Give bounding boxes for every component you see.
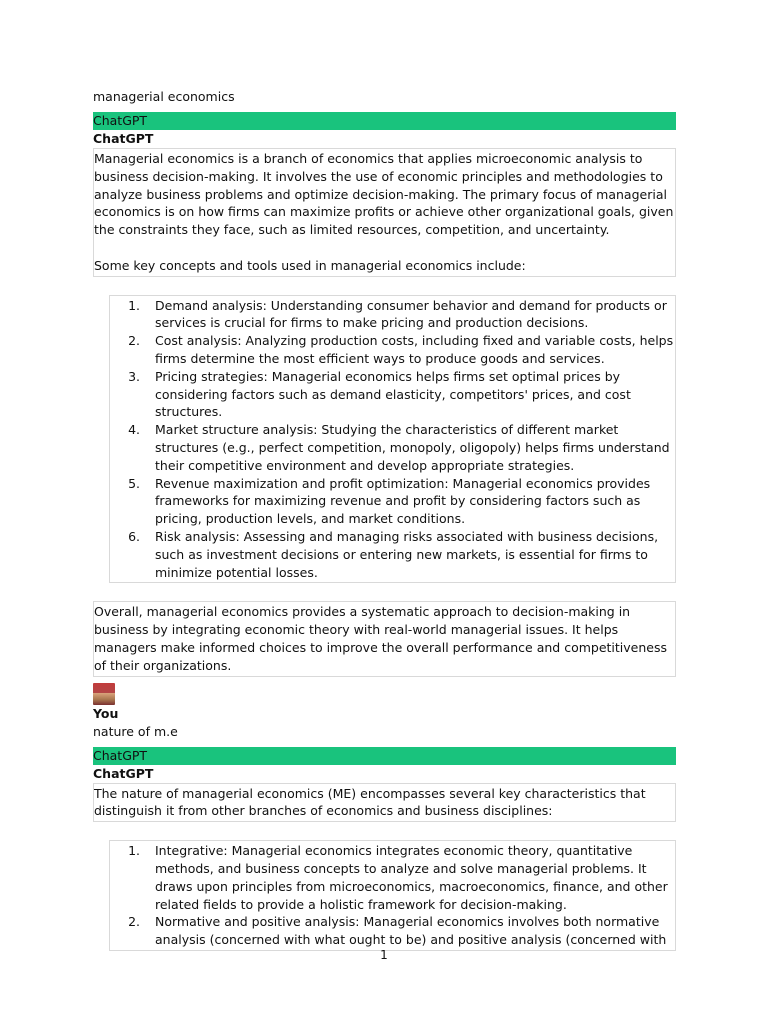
list-item-number: 5. xyxy=(128,475,140,491)
answer-1-intro: Managerial economics is a branch of economics that applies microeconomic analysis to business decision-making. It involves the use of economic principles and methodologies to analyze business problems and optimize decision-making. The primary focus of managerial economics is on how firms can maximize profits or achieve other organizational goals, given the constraints they face, such as limited resources, competition, and uncertainty. xyxy=(94,151,674,238)
list-item-text: Demand analysis: Understanding consumer behavior and demand for products or services is crucial for firms to make pricing and production decisions. xyxy=(155,297,667,331)
list-item-text: Pricing strategies: Managerial economics helps firms set optimal prices by considering factors such as demand elasticity, competitors' prices, and cost structures. xyxy=(155,368,631,420)
list-item-text: Risk analysis: Assessing and managing risks associated with business decisions, such as investment decisions or entering new markets, is essential for firms to minimize potential losses. xyxy=(155,528,659,580)
document-body xyxy=(93,88,676,951)
list-item-text: Market structure analysis: Studying the characteristics of different market structures (e.g., perfect competition, monopoly, oligopoly) helps firms understand their competitive environment and develop appropriate strategies. xyxy=(155,422,670,473)
answer-1-conclusion: Overall, managerial economics provides a systematic approach to decision-making in business by integrating economic theory with real-world managerial issues. It helps managers make informed choices to improve the overall performance and competitiveness of their organizations. xyxy=(94,604,667,673)
answer-2-intro-box xyxy=(93,783,676,823)
list-item xyxy=(110,913,675,949)
answer-2-intro: The nature of managerial economics (ME) encompasses several key characteristics that distinguish it from other branches of economics and business disciplines: xyxy=(94,785,646,819)
list-item xyxy=(110,842,675,913)
list-item-number: 6. xyxy=(128,528,140,544)
answer-1-intro-box xyxy=(93,148,676,277)
list-item xyxy=(110,421,675,474)
user-avatar xyxy=(93,683,115,705)
list-item xyxy=(110,297,675,333)
list-item-number: 1. xyxy=(128,297,140,313)
answer-2-list xyxy=(109,840,676,951)
answer-1-conclusion-box xyxy=(93,601,676,676)
list-item xyxy=(110,528,675,581)
list-item-number: 2. xyxy=(128,333,140,349)
speaker-label-ai-1: ChatGPT xyxy=(93,131,154,146)
list-item-number: 2. xyxy=(128,914,140,930)
chatgpt-header-bar-2: ChatGPT xyxy=(93,747,676,765)
list-item-text: Cost analysis: Analyzing production costs, including fixed and variable costs, helps firms determine the most efficient ways to produce goods and services. xyxy=(155,333,674,366)
list-item-text: Normative and positive analysis: Managerial economics involves both normative analysis (concerned with what ought to be) and positive analysis (concerned with xyxy=(155,914,667,948)
list-item-number: 4. xyxy=(128,422,140,438)
list-item-number: 1. xyxy=(128,843,140,859)
speaker-label-user: You xyxy=(93,705,119,721)
answer-1-lead: Some key concepts and tools used in managerial economics include: xyxy=(94,257,526,273)
list-item xyxy=(110,368,675,421)
page-number: 1 xyxy=(380,948,388,962)
user-prompt-1: managerial economics xyxy=(93,89,235,104)
user-prompt-2: nature of m.e xyxy=(93,723,178,739)
list-item xyxy=(110,475,675,528)
list-item-text: Integrative: Managerial economics integrates economic theory, quantitative methods, and business concepts to analyze and solve managerial problems. It draws upon principles from microeconomics, macroeconomics, finance, and other related fields to provide a holistic framework for decision-making. xyxy=(155,843,668,912)
answer-1-list xyxy=(109,295,676,584)
speaker-label-ai-2: ChatGPT xyxy=(93,765,154,781)
chatgpt-header-bar-1: ChatGPT xyxy=(93,112,676,130)
list-item-text: Revenue maximization and profit optimization: Managerial economics provides frameworks for maximizing revenue and profit by considering factors such as pricing, production levels, and market conditions. xyxy=(155,475,651,527)
list-item xyxy=(110,332,675,368)
list-item-number: 3. xyxy=(128,368,140,384)
